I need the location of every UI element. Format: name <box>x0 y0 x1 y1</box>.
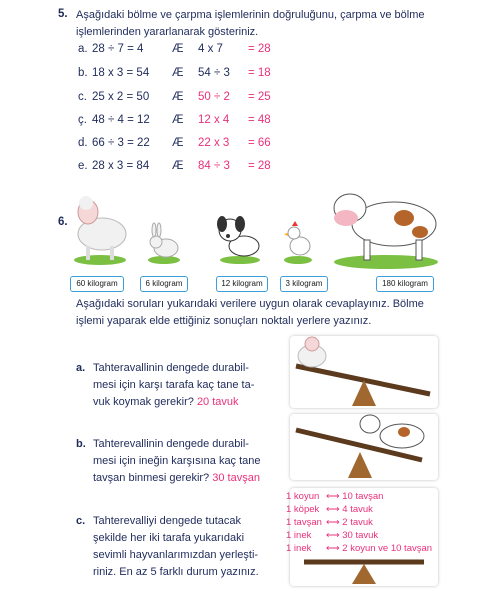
q6c-answer-right: 2 koyun ve 10 tavşan <box>342 543 433 554</box>
q5-row-label: d. <box>78 137 88 149</box>
q6c-line4: riniz. En az 5 farklı durum yazınız. <box>93 566 259 578</box>
q5-text-line1: Aşağıdaki bölme ve çarpma işlemlerinin doğruluğunu, çarpma ve bölme <box>76 9 425 21</box>
q5-row-arrow: Æ <box>172 91 184 103</box>
q5-row-label: ç. <box>78 114 87 126</box>
q6c-answer-row <box>286 504 373 515</box>
q5-row-equation: 25 x 2 = 50 <box>92 91 150 103</box>
q5-row-label: a. <box>78 43 88 55</box>
q5-row-arrow: Æ <box>172 67 184 79</box>
q6c-label: c. <box>76 515 86 527</box>
q5-row-result: = 66 <box>248 137 271 149</box>
q5-row-equation: 66 ÷ 3 = 22 <box>92 137 150 149</box>
q6b-line3: tavşan binmesi gerekir? 30 tavşan <box>93 472 260 484</box>
q5-row-arrow: Æ <box>172 160 184 172</box>
q6c-answer-row <box>286 543 432 554</box>
q6a-line3: vuk koymak gerekir? 20 tavuk <box>93 396 239 408</box>
q6-instruction-line2: işlemi yaparak elde ettiğiniz sonuçları noktalı yerlere yazınız. <box>76 315 372 327</box>
q5-row-arrow: Æ <box>172 137 184 149</box>
q6c-answer-row <box>286 517 373 528</box>
weight-label-cow: 180 kilogram <box>376 276 434 292</box>
weight-label-dog: 12 kilogram <box>216 276 268 292</box>
q6c-answer-right: 10 tavşan <box>342 491 384 502</box>
q5-row-result: = 48 <box>248 114 271 126</box>
q5-row <box>78 137 271 149</box>
chicken-icon <box>284 221 312 264</box>
q5-row-arrow: Æ <box>172 114 184 126</box>
q5-row-label: b. <box>78 67 88 79</box>
q5-row <box>78 67 271 79</box>
q5-row-check: 54 ÷ 3 <box>198 67 230 79</box>
q6-number: 6. <box>58 216 68 228</box>
q6c-line2: şekilde her iki tarafa yukarıdaki <box>93 532 245 544</box>
q6b-answer: 30 tavşan <box>212 472 260 484</box>
seesaw-b-illustration <box>290 414 438 480</box>
weight-label-sheep: 60 kilogram <box>70 276 124 292</box>
q6a-answer: 20 tavuk <box>196 396 239 408</box>
q5-row-result: = 25 <box>248 91 271 103</box>
q6a-line1: Tahteravallinin dengede durabil- <box>93 362 249 374</box>
q5-row <box>78 160 271 172</box>
seesaw-a-illustration <box>290 336 438 408</box>
q5-row-label: c. <box>78 91 87 103</box>
q6-instruction-line1: Aşağıdaki soruları yukarıdaki verilere uygun olarak cevaplayınız. Bölme <box>76 298 424 310</box>
q5-number: 5. <box>58 8 68 20</box>
seesaw-panel-b <box>290 414 438 480</box>
q5-row-check: 84 ÷ 3 <box>198 160 230 172</box>
q6b-label: b. <box>76 438 86 450</box>
q6c-answer-left: 1 koyun <box>286 491 320 502</box>
q5-row-equation: 28 ÷ 7 = 4 <box>92 43 144 55</box>
cow-icon <box>334 194 438 269</box>
q5-text-line2: işlemlerinden yararlanarak gösteriniz. <box>76 26 259 38</box>
weight-label-chicken: 3 kilogram <box>280 276 328 292</box>
q6c-answer-right: 4 tavuk <box>342 504 373 515</box>
q6c-line1: Tahterevalliyi dengede tutacak <box>93 515 241 527</box>
double-arrow-icon: ⟷ <box>326 530 343 541</box>
q5-row-result: = 28 <box>248 160 271 172</box>
q5-row <box>78 43 271 55</box>
double-arrow-icon: ⟷ <box>326 517 343 528</box>
q5-row-check: 50 ÷ 2 <box>198 91 230 103</box>
q6c-answer-right: 2 tavuk <box>342 517 373 528</box>
q6c-line3: sevimli hayvanlarımızdan yerleşti- <box>93 549 259 561</box>
seesaw-panel-a <box>290 336 438 408</box>
animals-illustration <box>64 178 444 274</box>
q5-row-label: e. <box>78 160 88 172</box>
q6c-answer-left: 1 inek <box>286 543 312 554</box>
q6c-answer-right: 30 tavuk <box>342 530 379 541</box>
sheep-icon <box>74 196 126 265</box>
double-arrow-icon: ⟷ <box>326 504 343 515</box>
q6c-answer-left: 1 inek <box>286 530 312 541</box>
q6c-answer-row <box>286 491 383 502</box>
dog-icon <box>217 216 260 264</box>
q6a-label: a. <box>76 362 86 374</box>
q6a-line2: mesi için karşı tarafa kaç tane ta- <box>93 379 255 391</box>
q5-row-check: 4 x 7 <box>198 43 223 55</box>
q6c-answer-left: 1 tavşan <box>286 517 322 528</box>
q6c-answer-row <box>286 530 378 541</box>
q5-row-arrow: Æ <box>172 43 184 55</box>
q5-row <box>78 114 271 126</box>
q5-row-check: 22 x 3 <box>198 137 230 149</box>
q6b-line1: Tahterevallinin dengede durabil- <box>93 438 249 450</box>
weight-label-rabbit: 6 kilogram <box>140 276 188 292</box>
q6b-line2: mesi için ineğin karşısına kaç tane <box>93 455 261 467</box>
q5-row-equation: 28 x 3 = 84 <box>92 160 150 172</box>
double-arrow-icon: ⟷ <box>326 491 343 502</box>
q5-row-result: = 18 <box>248 67 271 79</box>
rabbit-icon <box>148 223 180 264</box>
double-arrow-icon: ⟷ <box>326 543 343 554</box>
q5-row-equation: 18 x 3 = 54 <box>92 67 150 79</box>
q5-row-check: 12 x 4 <box>198 114 230 126</box>
q5-row <box>78 91 271 103</box>
q5-row-equation: 48 ÷ 4 = 12 <box>92 114 150 126</box>
q5-row-result: = 28 <box>248 43 271 55</box>
q6c-answer-left: 1 köpek <box>286 504 320 515</box>
